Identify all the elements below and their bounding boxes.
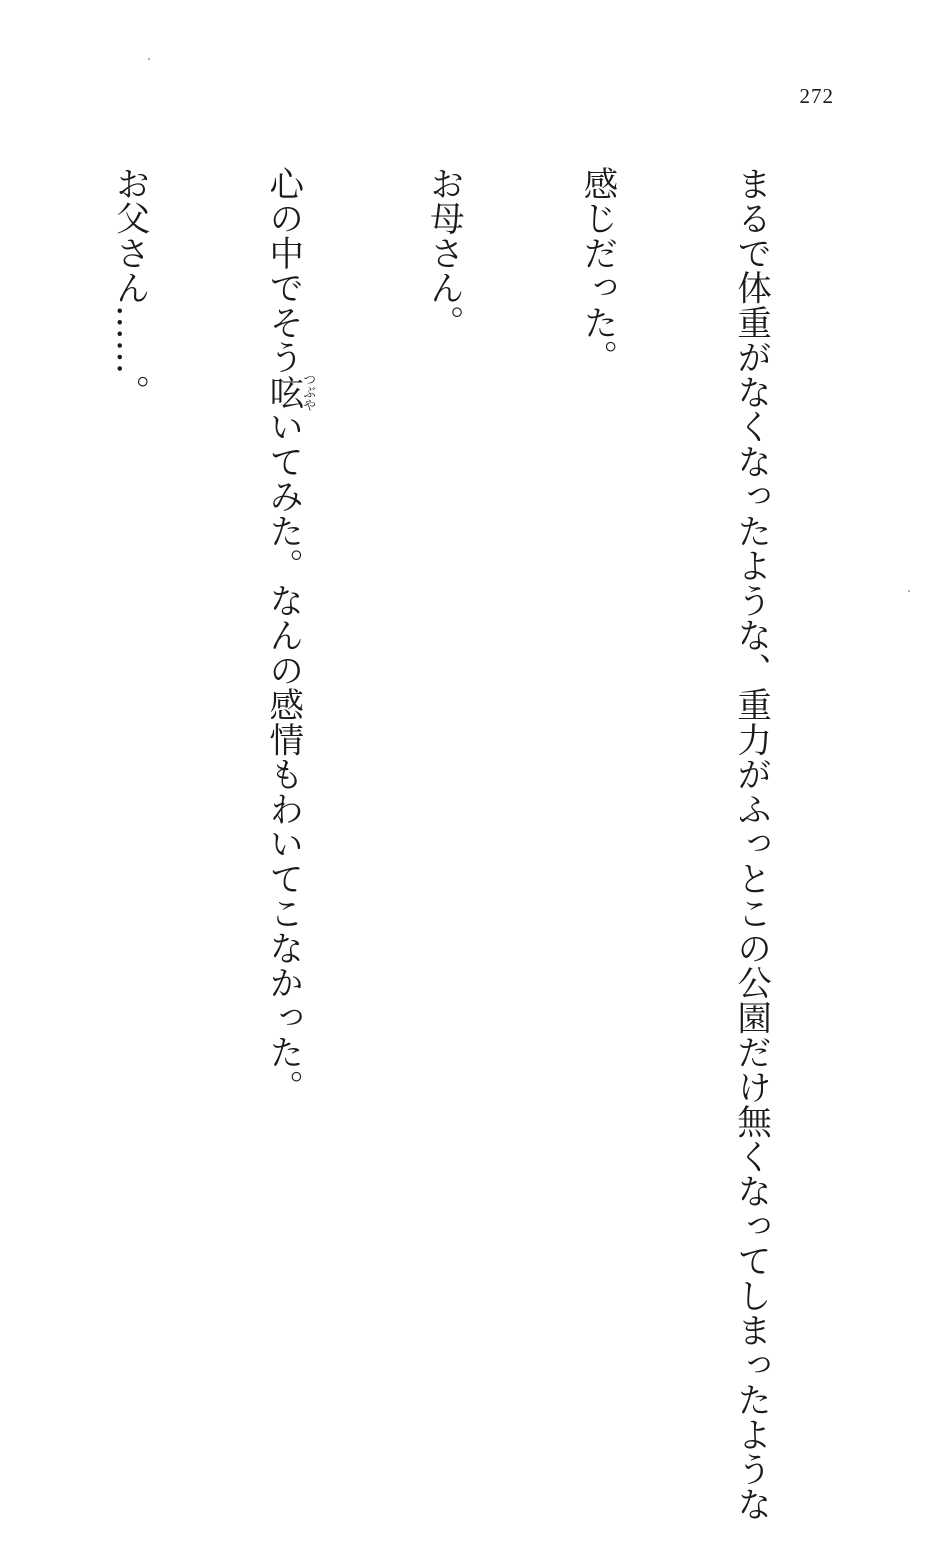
text-line: お母さん。: [423, 166, 464, 340]
scan-speck: [908, 590, 910, 592]
text-line: 感じだった。: [576, 166, 617, 375]
ruby-base: 呟: [262, 372, 303, 412]
scan-speck: [148, 58, 150, 60]
text-line: [0, 166, 1, 1356]
text-line-with-ruby: [257, 166, 315, 1356]
page-number: 272: [799, 84, 834, 108]
ruby-annotation: [262, 372, 316, 412]
text-line: お父さん……。: [109, 166, 150, 410]
text-segment: いてみた。なんの感情もわいてこなかった。: [262, 409, 303, 1105]
text-segment: 心の中でそう: [262, 166, 303, 375]
vertical-text-body: [0, 166, 878, 1522]
text-line: まるで体重がなくなったような、重力がふっとこの公園だけ無くなってしまったような: [730, 166, 771, 1522]
ruby-reading: つぶや: [300, 372, 316, 412]
